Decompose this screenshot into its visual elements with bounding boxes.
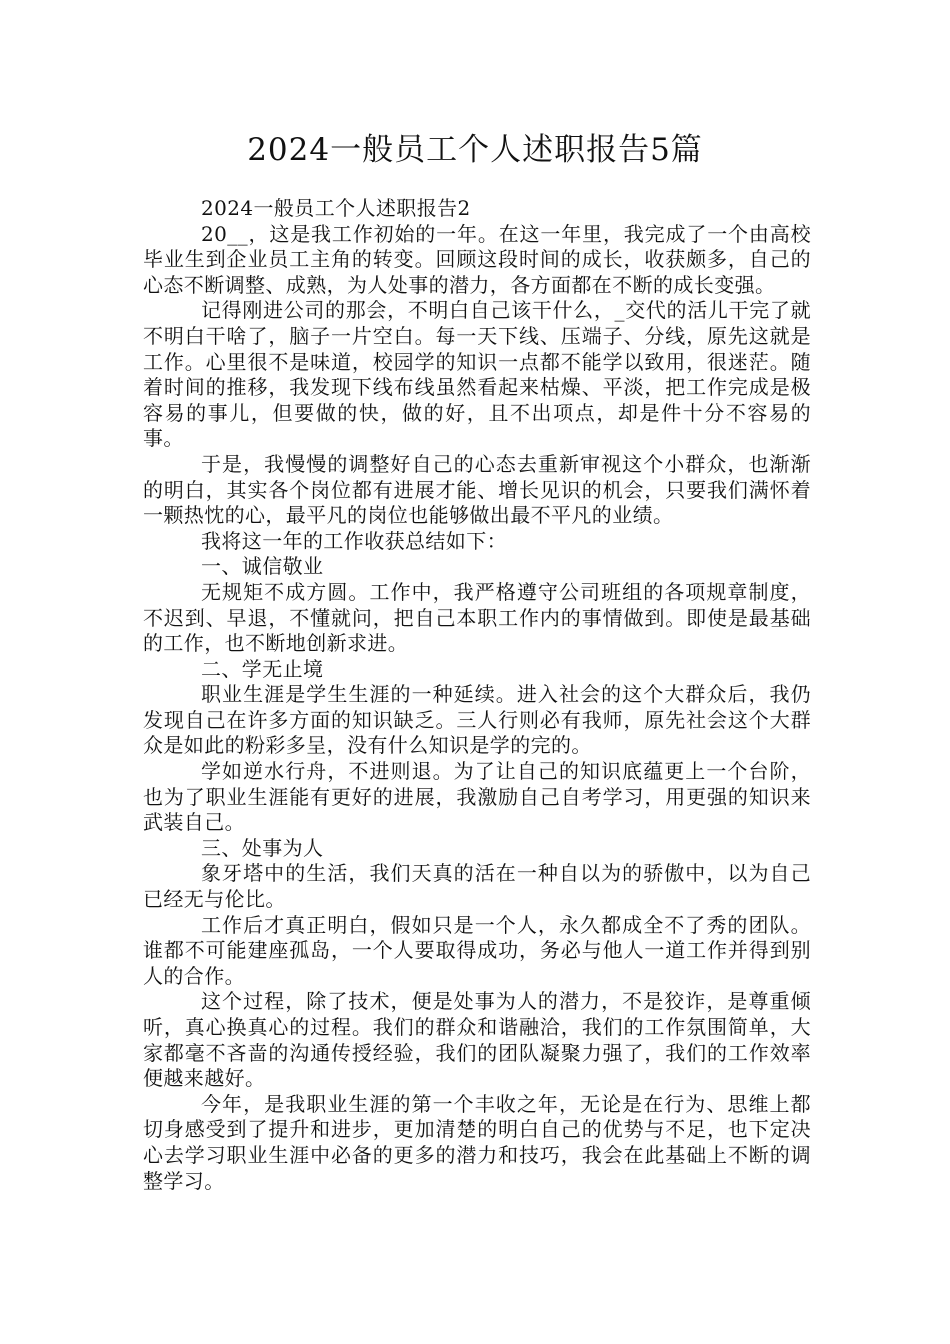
body-paragraph: 象牙塔中的生活，我们天真的活在一种自以为的骄傲中，以为自己已经无与伦比。 (143, 861, 811, 912)
section-heading: 二、学无止境 (201, 656, 324, 681)
body-paragraph: 记得刚进公司的那会，不明白自己该干什么，_交代的活儿干完了就不明白干啥了，脑子一片空白。每一天下线、压端子、分线，原先这就是工作。心里很不是味道，校园学的知识一点都不能学以致用，很迷茫。随着时间的推移，我发现下线布线虽然看起来枯燥、平淡，把工作完成是极容易的事儿，但要做的快，做的好，且不出项点，却是件十分不容易的事。 (143, 298, 811, 451)
body-paragraph: 于是，我慢慢的调整好自己的心态去重新审视这个小群众，也渐渐的明白，其实各个岗位都有进展才能、增长见识的机会，只要我们满怀着一颗热忱的心，最平凡的岗位也能够做出最不平凡的业绩。 (143, 451, 811, 528)
subtitle-paragraph: 2024一般员工个人述职报告2 (201, 196, 471, 220)
body-paragraph: 职业生涯是学生生涯的一种延续。进入社会的这个大群众后，我仍发现自己在许多方面的知识缺乏。三人行则必有我师，原先社会这个大群众是如此的粉彩多呈，没有什么知识是学的完的。 (143, 682, 811, 758)
intro-paragraph: 20__，这是我工作初始的一年。在这一年里，我完成了一个由高校毕业生到企业员工主角的转变。回顾这段时间的成长，收获颇多，自己的心态不断调整、成熟，为人处事的潜力，各方面都在不断的成长变强。 (143, 221, 811, 297)
document-title: 2024一般员工个人述职报告5篇 (247, 132, 703, 168)
summary-intro-paragraph: 我将这一年的工作收获总结如下： (201, 528, 507, 553)
body-paragraph: 这个过程，除了技术，便是处事为人的潜力，不是狡诈，是尊重倾听，真心换真心的过程。我们的群众和谐融洽，我们的工作氛围简单，大家都毫不吝啬的沟通传授经验，我们的团队凝聚力强了，我们的工作效率便越来越好。 (143, 989, 811, 1091)
body-paragraph: 无规矩不成方圆。工作中，我严格遵守公司班组的各项规章制度，不迟到、早退，不懂就问，把自己本职工作内的事情做到。即使是最基础的工作，也不断地创新求进。 (143, 579, 811, 656)
section-heading: 三、处事为人 (201, 835, 324, 860)
body-paragraph: 学如逆水行舟，不进则退。为了让自己的知识底蕴更上一个台阶，也为了职业生涯能有更好的进展，我激励自己自考学习，用更强的知识来武装自己。 (143, 759, 811, 835)
section-heading: 一、诚信敬业 (201, 554, 324, 579)
body-paragraph: 工作后才真正明白，假如只是一个人，永久都成全不了秀的团队。谁都不可能建座孤岛，一个人要取得成功，务必与他人一道工作并得到别人的合作。 (143, 912, 811, 988)
document-body (143, 196, 811, 1194)
conclusion-paragraph: 今年，是我职业生涯的第一个丰收之年，无论是在行为、思维上都切身感受到了提升和进步，更加清楚的明白自己的优势与不足，也下定决心去学习职业生涯中必备的更多的潜力和技巧，我会在此基础上不断的调整学习。 (143, 1091, 811, 1193)
